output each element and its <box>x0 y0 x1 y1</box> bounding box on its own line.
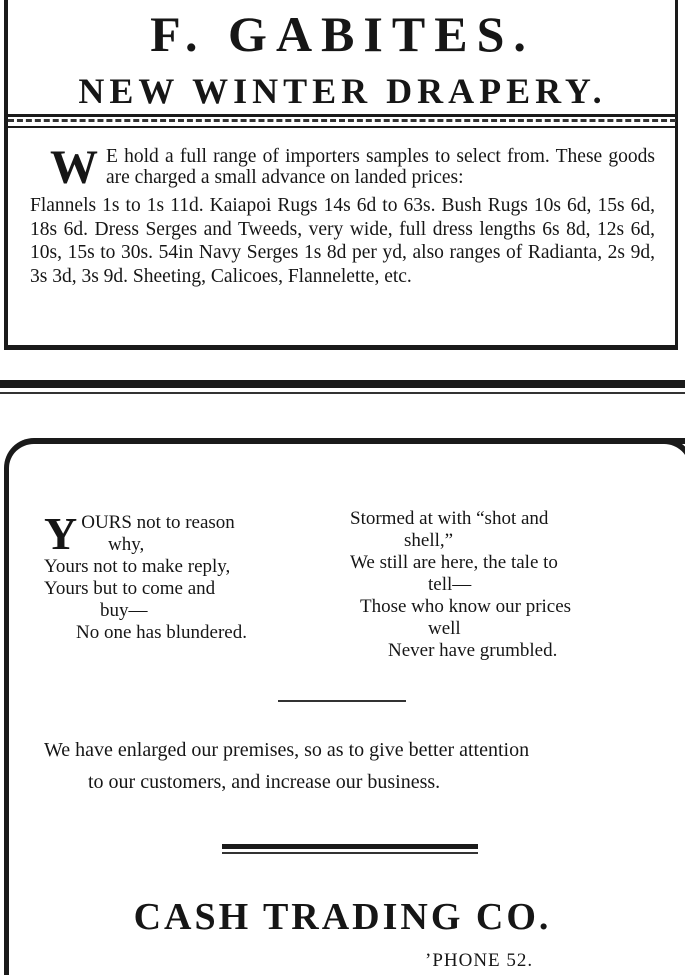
notice-line: We have enlarged our premises, so as to give better attention <box>44 739 530 761</box>
drop-cap: W <box>50 141 98 194</box>
divider-rule <box>8 126 676 128</box>
premises-notice <box>44 734 654 798</box>
poem-line: well <box>428 618 461 639</box>
poem-line: Stormed at with “shot and <box>350 508 549 529</box>
advert-border-corner <box>654 438 685 468</box>
intro-text: E hold a full range of importers samples to select from. These goods are charged a small advance on landed prices: <box>106 146 655 188</box>
poem-line: Those who know our prices <box>360 596 572 617</box>
poem-text: OURS not to reason <box>81 512 235 533</box>
advert-body <box>30 141 655 288</box>
footer-rule <box>222 852 478 854</box>
poem-line: Yours but to come and <box>44 578 216 599</box>
poem-line: We still are here, the tale to <box>350 552 558 573</box>
company-name: CASH TRADING CO. <box>133 896 552 938</box>
divider-rule <box>8 114 676 117</box>
advert-title: F. GABITES. <box>150 6 535 62</box>
poem-line: tell— <box>428 574 472 595</box>
short-divider <box>278 700 406 702</box>
poem-line: No one has blundered. <box>76 622 247 643</box>
advert-subtitle: NEW WINTER DRAPERY. <box>78 71 607 111</box>
poem-right-stanza <box>350 508 655 662</box>
poem-line: why, <box>108 534 145 555</box>
poem-left-stanza <box>44 508 314 644</box>
prices-paragraph: Flannels 1s to 1s 11d. Kaiapoi Rugs 14s 6d to 63s. Bush Rugs 10s 6d, 15s 6d, 18s 6d. Dress Serges and Tweeds, very wide, full dress lengths 6s 8d, 12s 6d, 10s, 15s to 30s. 54in Navy Serges 1s 8d per yd, also ranges of Radianta, 2s 9d, 3s 3d, 3s 9d. Sheeting, Calicoes, Flannelette, etc. <box>30 195 655 287</box>
footer-rule <box>222 844 478 849</box>
column-separator <box>0 380 685 388</box>
intro-paragraph <box>30 141 655 194</box>
column-separator <box>0 392 685 394</box>
drop-cap: Y <box>44 508 78 559</box>
poem-line: buy— <box>100 600 148 621</box>
divider-rule <box>8 119 676 122</box>
notice-line: to our customers, and increase our business. <box>88 771 441 793</box>
poem-line: Yours not to make reply, <box>44 556 231 577</box>
poem-line: shell,” <box>404 530 454 551</box>
poem-line: Never have grumbled. <box>388 640 558 661</box>
phone-number: ’PHONE 52. <box>425 950 534 971</box>
